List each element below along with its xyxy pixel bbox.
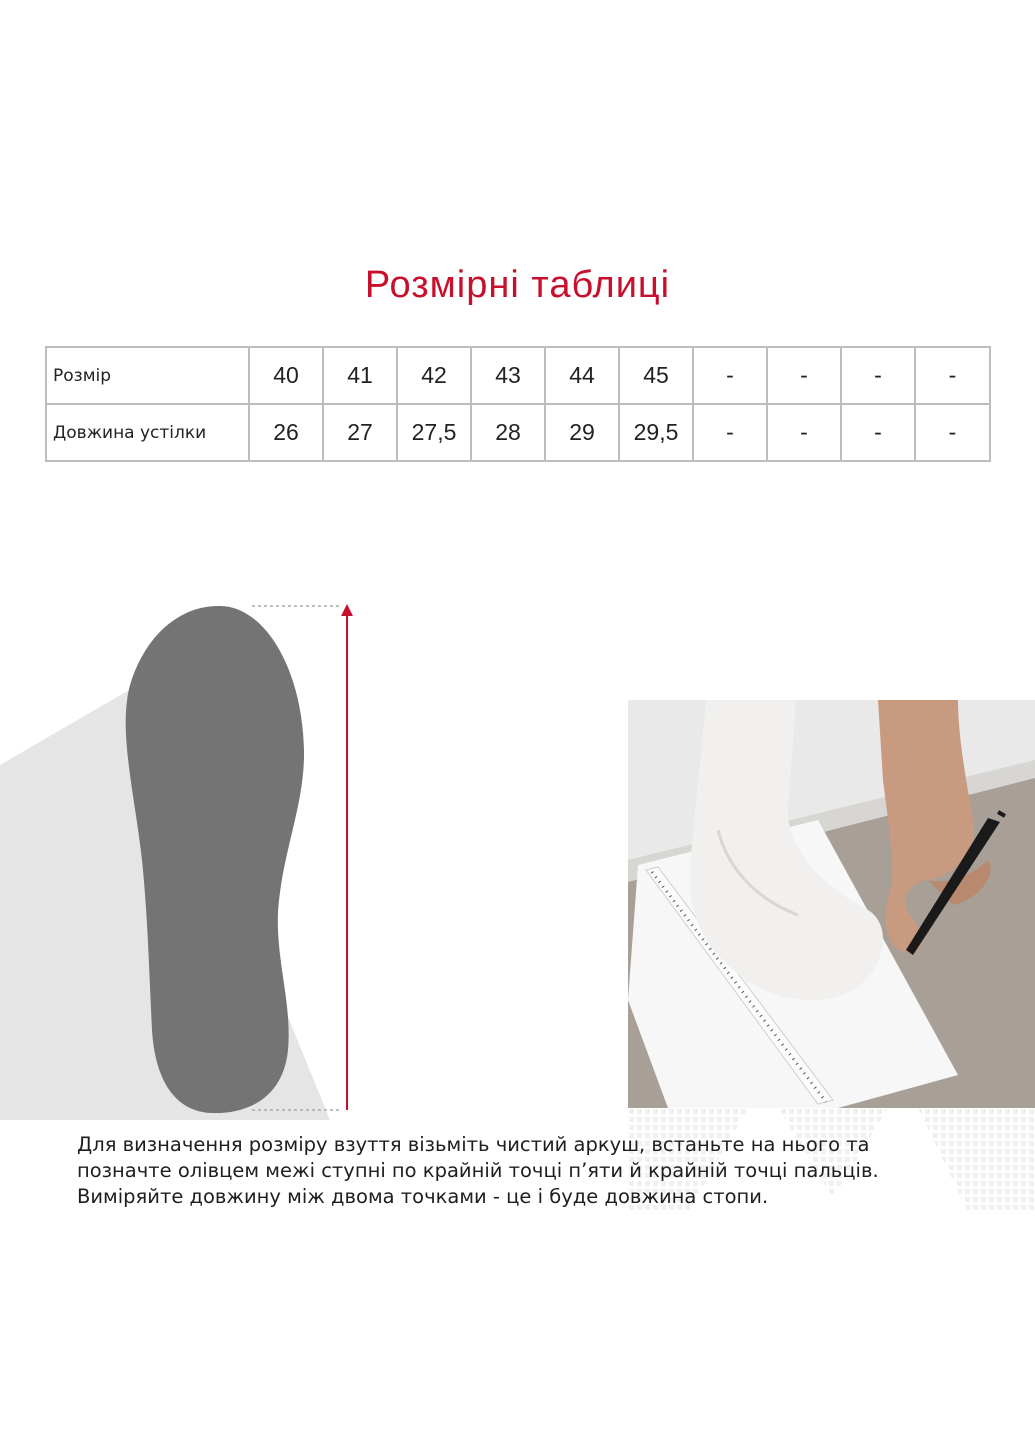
table-cell: 29,5 [619,404,693,461]
size-table [45,346,991,462]
instructions-text [77,1132,997,1210]
table-cell: - [767,404,841,461]
table-cell: - [841,404,915,461]
table-cell: 27 [323,404,397,461]
table-cell: - [693,404,767,461]
table-cell: 43 [471,347,545,404]
instructions-line: позначте олівцем межі ступні по крайній точці п’яти й крайній точці пальців. [77,1159,879,1182]
table-cell: 26 [249,404,323,461]
table-cell: 42 [397,347,471,404]
table-cell: - [767,347,841,404]
table-cell: - [693,347,767,404]
table-row [46,404,990,461]
table-cell: 28 [471,404,545,461]
table-cell: 44 [545,347,619,404]
length-arrow-icon [341,604,353,1110]
instructions-line: Для визначення розміру взуття візьміть чистий аркуш, встаньте на нього та [77,1133,870,1156]
table-cell: - [915,347,990,404]
row-label-size: Розмір [46,347,249,404]
table-cell: - [841,347,915,404]
table-cell: 45 [619,347,693,404]
table-row [46,347,990,404]
row-label-insole-length: Довжина устілки [46,404,249,461]
page-title: Розмірні таблиці [364,264,671,306]
table-cell: 41 [323,347,397,404]
table-cell: 29 [545,404,619,461]
table-cell: 40 [249,347,323,404]
table-cell: 27,5 [397,404,471,461]
instructions-line: Виміряйте довжину між двома точками - це і буде довжина стопи. [77,1185,769,1208]
insole-diagram [0,590,380,1130]
table-cell: - [915,404,990,461]
foot-measuring-photo [628,700,1035,1108]
